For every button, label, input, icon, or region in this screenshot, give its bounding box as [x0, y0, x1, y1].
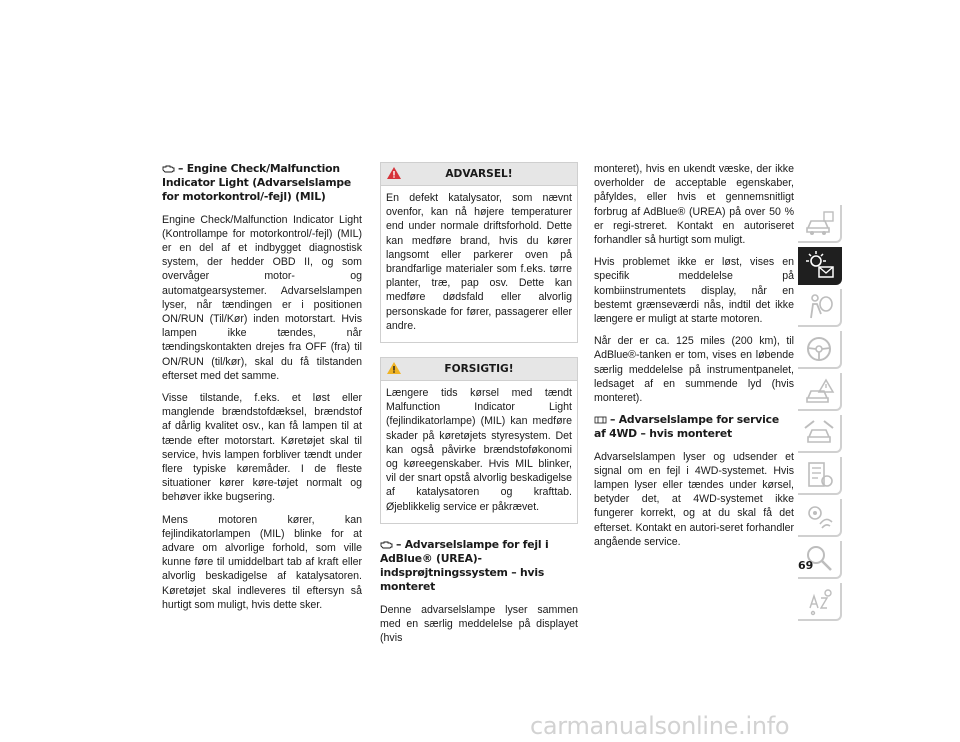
warning-box	[380, 162, 578, 343]
caution-box	[380, 357, 578, 524]
paragraph: Mens motoren kører, kan fejlindikatorlampen (MIL) blinke for at advare om alvorlige forhold, som ville kunne føre til umiddelbart tab af kraft eller alvorlig beskadigelse af katalysatoren. Køretøjet skal indleveres til eftersyn så hurtigt som muligt, hvis dette sker.	[162, 513, 362, 611]
section-heading-engine-check: – Engine Check/Malfunction Indicator Light (Advarselslampe for motorkontrol/-fejl) (MIL)	[162, 162, 352, 204]
paragraph: Når der er ca. 125 miles (200 km), til AdBlue®-tanken er tom, vises en løbende særlig meddelelse på instrumentpanelet, ledsaget af en summende lyd (hvis monteret).	[594, 335, 794, 405]
tab-service[interactable]	[798, 415, 842, 453]
watermark: carmanualsonline.info	[530, 712, 790, 740]
tab-safety[interactable]	[798, 289, 842, 327]
index-icon	[804, 586, 836, 616]
tab-maintenance[interactable]	[798, 457, 842, 495]
caution-text: Længere tids kørsel med tændt Malfunction Indicator Light (fejlindikatorlampe) (MIL) kan medføre skader på køretøjets styresystem. Det kan også påvirke brændstoføkonomi og køreegenskaber. Hvis MIL blinker, vil der snart opstå alvorlig beskadigelse af katalysatoren og krafttab. Øjeblikkelig service er påkrævet.	[386, 387, 572, 513]
caution-box-header	[381, 358, 577, 381]
adblue-fault-icon	[380, 541, 393, 549]
service-4wd-icon	[594, 416, 607, 424]
tab-emergency[interactable]	[798, 373, 842, 411]
caution-title: FORSIGTIG!	[444, 363, 514, 376]
paragraph: monteret), hvis en ukendt væske, der ikke overholder de acceptable egenskaber, påfyldes, eller hvis et gennemsnitligt forbrug af AdBlue® (UREA) på over 50 % er regi-streret. Kontakt en autoriseret forhandler så hurtigt som muligt.	[594, 163, 794, 247]
steering-wheel-icon	[804, 334, 836, 364]
column-middle	[380, 162, 578, 653]
maintenance-list-icon	[804, 460, 836, 490]
tab-warning-lights[interactable]	[798, 247, 842, 285]
car-info-icon	[804, 208, 836, 238]
column-left	[162, 162, 362, 620]
paragraph: Engine Check/Malfunction Indicator Light (Kontrollampe for motorkontrol/-fejl) (MIL) er en del af et indbygget diagnostisk system, der hedder OBD II, og som overvåger motor- og automatgearsystemer. Advarselslampen lyser, når tændingen er i positionen ON/RUN (Til/Kør) inden motorstart. Hvis lampen ikke tændes, når tændingskontakten drejes fra OFF (fra) til ON/RUN (til/kør), skal du få tilstanden efterset med det samme.	[162, 213, 362, 382]
page-number: 69	[798, 559, 814, 572]
multimedia-icon	[804, 502, 836, 532]
column-right	[594, 162, 794, 557]
paragraph: Advarselslampen lyser og udsender et signal om en fejl i 4WD-systemet. Hvis lampen lyser eller tændes under kørsel, betyder det, at 4WD-systemet ikke fungerer korrekt, og at du skal få det efterset. Kontakt en autori-seret forhandler angående service.	[594, 450, 794, 548]
section-heading-adblue: – Advarselslampe for fejl i AdBlue® (UREA)-indsprøjtningssystem – hvis monteret	[380, 537, 549, 594]
car-service-icon	[804, 418, 836, 448]
tab-index[interactable]	[798, 583, 842, 621]
emergency-icon	[804, 376, 836, 406]
section-heading-4wd: – Advarselslampe for service af 4WD – hvis monteret	[594, 413, 779, 441]
warning-title: ADVARSEL!	[445, 168, 513, 180]
airbag-icon	[804, 292, 836, 322]
paragraph: Hvis problemet ikke er løst, vises en specifik meddelelse på kombiinstrumentets display, når en bestemt grænseværdi nås, indtil det ikke længere er muligt at starte motoren.	[594, 256, 794, 326]
paragraph: Denne advarselslampe lyser sammen med en særlig meddelelse på displayet (hvis	[380, 603, 578, 645]
engine-check-icon	[162, 165, 175, 173]
paragraph: Visse tilstande, f.eks. et løst eller manglende brændstofdæksel, brændstof af dårlig kvalitet osv., kan få lampen til at tænde efter motorstart. Køretøjet skal til service, hvis lampen forbliver tændt under flere typiske køremåder. I de fleste situationer kører køre-tøjet normalt og behøver ikke bugsering.	[162, 392, 362, 504]
warning-text: En defekt katalysator, som nævnt ovenfor, kan nå højere temperaturer end under normale driftsforhold. Dette kan medføre brand, hvis du kører langsomt eller parkerer oven på brandfarlige materialer som f.eks. tørre planter, træ, pap osv. Dette kan medføre dødsfald eller alvorlig personskade for fører, passagerer eller andre.	[386, 192, 572, 332]
tab-driving[interactable]	[798, 331, 842, 369]
warning-lights-icon	[804, 250, 836, 280]
tab-multimedia[interactable]	[798, 499, 842, 537]
warning-box-header	[381, 163, 577, 186]
tab-car-info[interactable]	[798, 205, 842, 243]
